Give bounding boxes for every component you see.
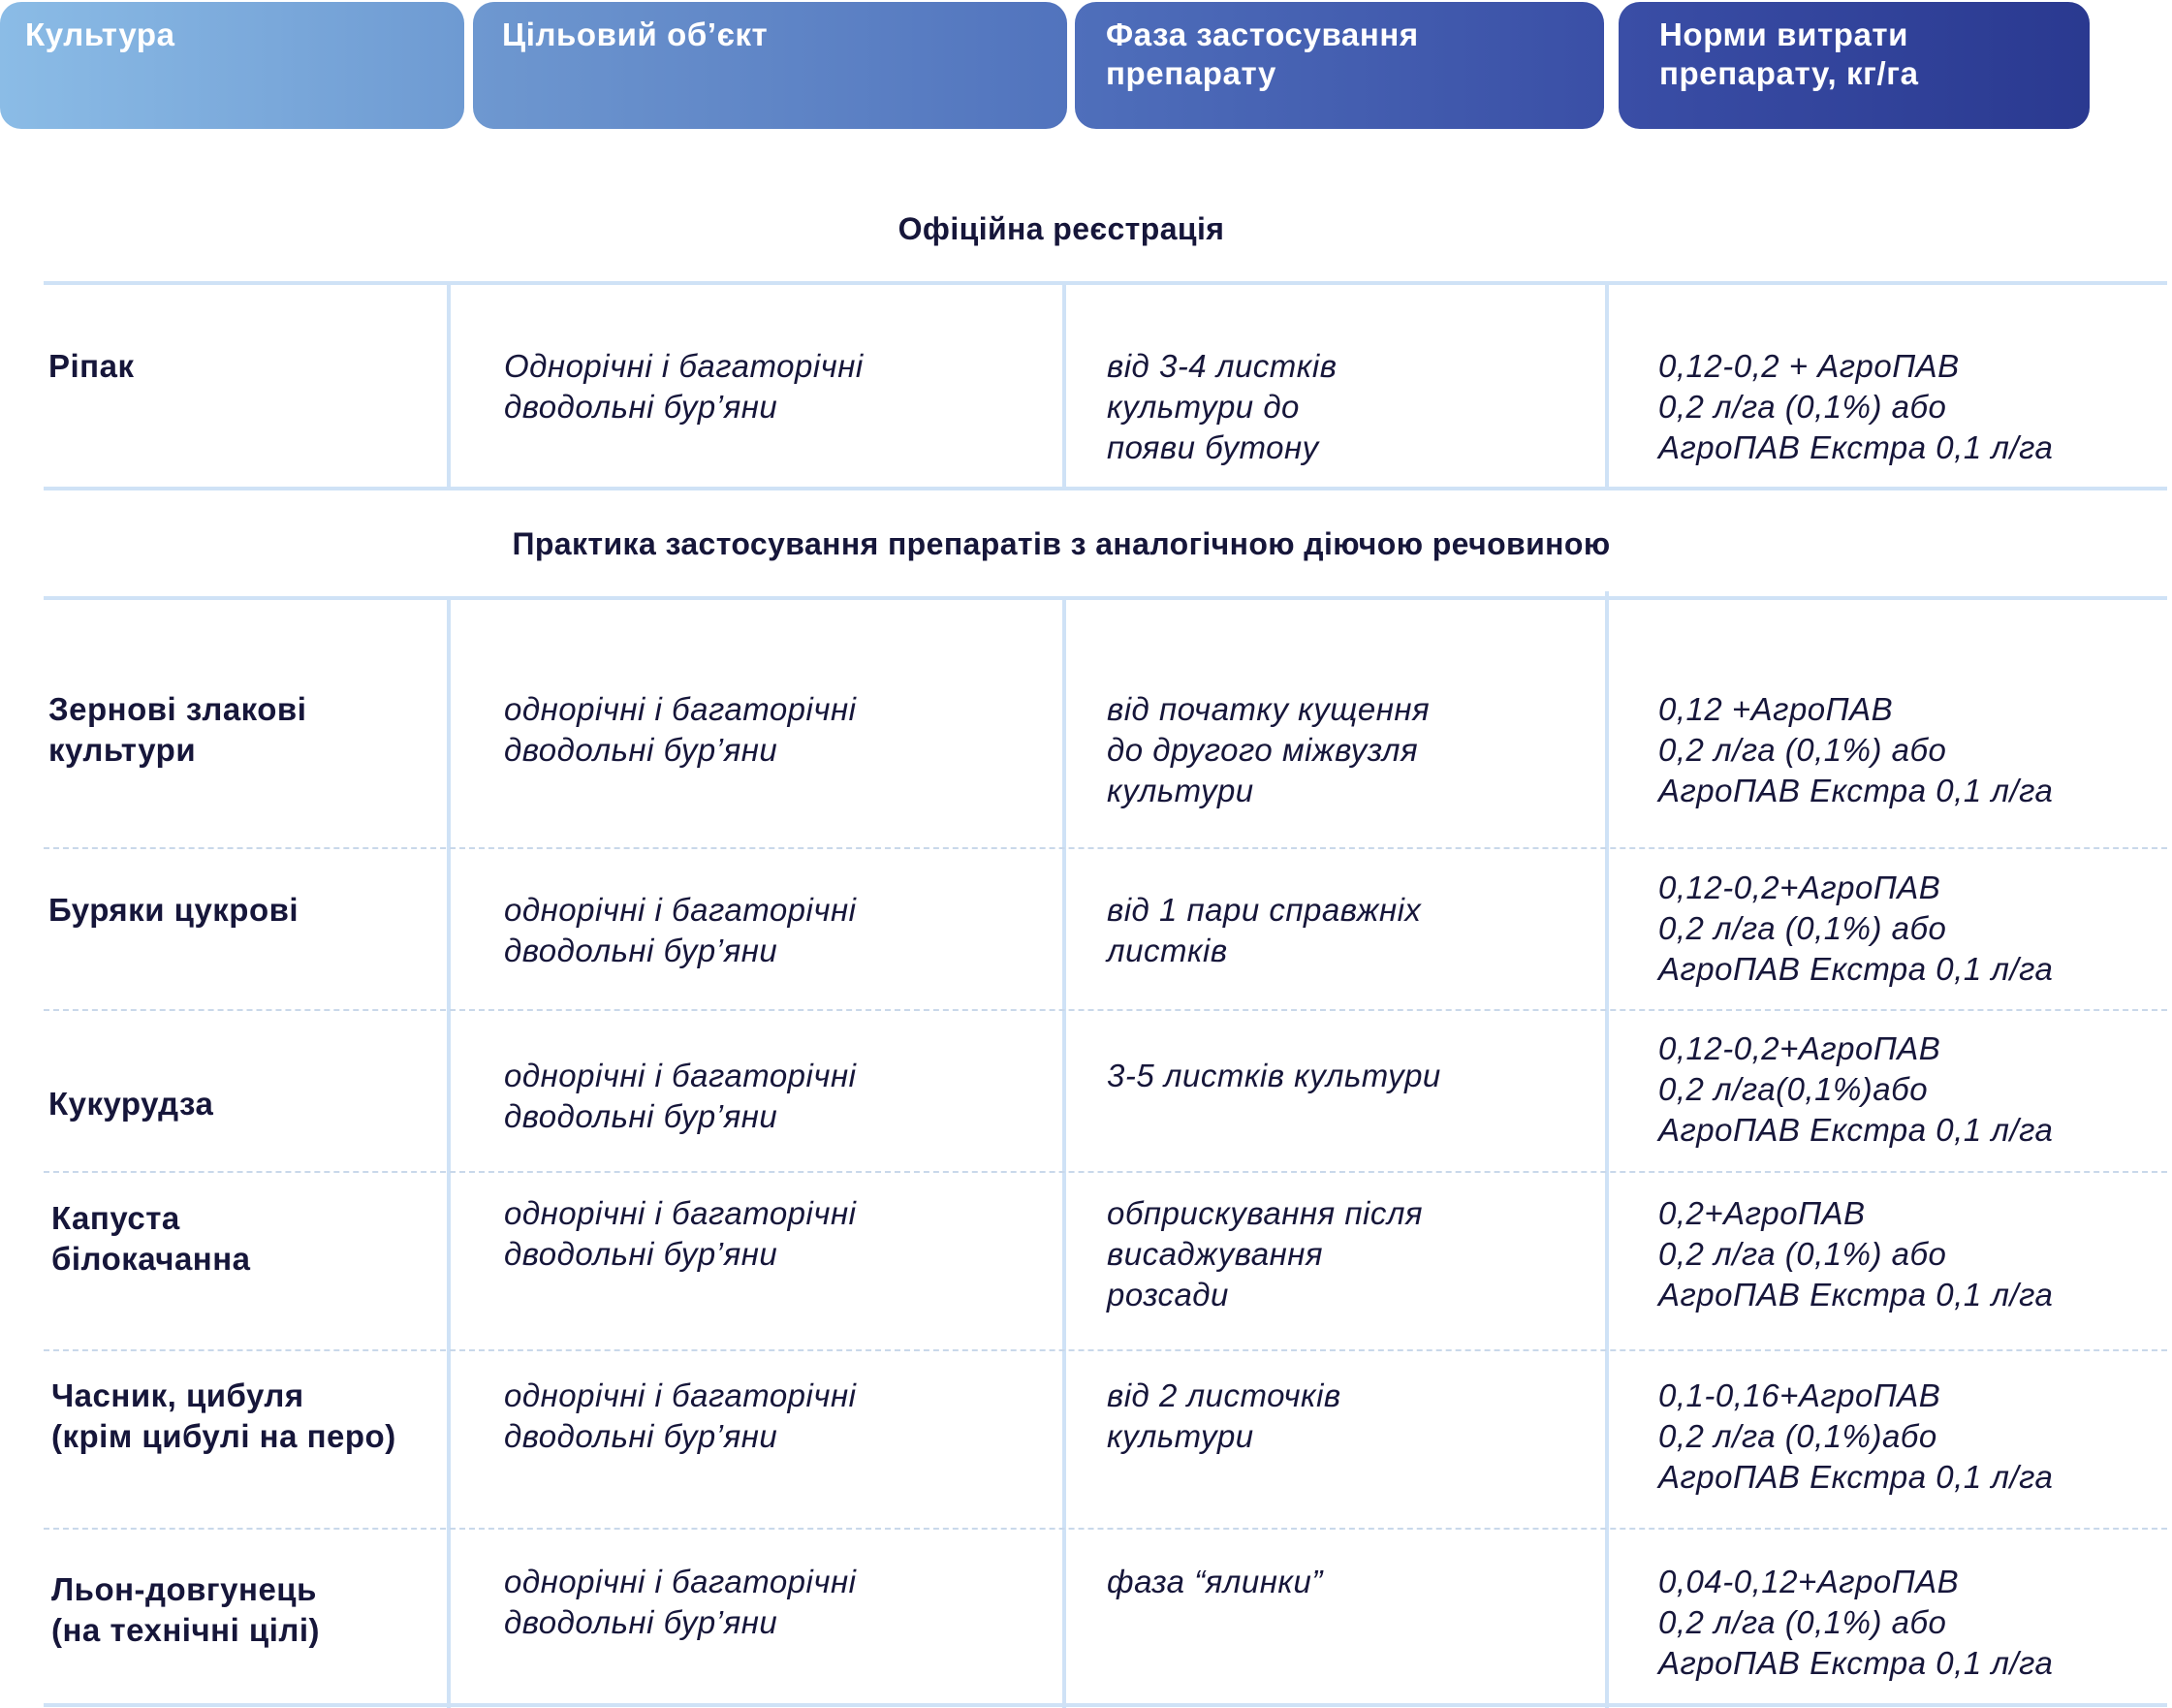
header-rate <box>1619 2 2090 129</box>
rate-cell <box>1658 346 2053 468</box>
phase-cell <box>1107 1562 1323 1602</box>
phase-cell <box>1107 1376 1341 1457</box>
crop-line: (крім цибулі на перо) <box>51 1418 396 1454</box>
phase-cell <box>1107 1193 1423 1315</box>
header-culture <box>0 2 464 129</box>
rate-line: 0,2 л/га (0,1%) або <box>1658 1604 1947 1640</box>
target-line: дводольні бур’яни <box>504 933 778 968</box>
crop-line: Льон-довгунець <box>51 1571 317 1607</box>
rate-line: АгроПАВ Екстра 0,1 л/га <box>1658 951 2054 987</box>
crop-line: Часник, цибуля <box>51 1377 304 1413</box>
phase-line: розсади <box>1107 1277 1229 1313</box>
phase-line: від початку кущення <box>1107 691 1431 727</box>
crop-line: Капуста <box>51 1200 180 1236</box>
rate-line: 0,12-0,2 + АгроПАВ <box>1658 348 1960 384</box>
target-line: дводольні бур’яни <box>504 1098 778 1134</box>
rate-cell <box>1658 689 2053 811</box>
row-separator <box>44 1009 2167 1011</box>
rate-line: 0,2 л/га (0,1%)або <box>1658 1418 1937 1454</box>
rate-line: 0,2 л/га(0,1%)або <box>1658 1071 1929 1107</box>
crop-cell <box>48 346 134 387</box>
crop-line: Зернові злакові <box>48 691 307 727</box>
target-cell <box>504 1056 856 1137</box>
row-rule <box>44 281 2167 285</box>
crop-line: культури <box>48 732 197 768</box>
header-culture-label: Культура <box>25 16 175 52</box>
row-separator <box>44 847 2167 849</box>
target-line: однорічні і багаторічні <box>504 691 857 727</box>
crop-cell <box>48 890 299 931</box>
section-practice-title: Практика застосування препаратів з аналогічною діючою речовиною <box>512 526 1611 561</box>
rate-line: АгроПАВ Екстра 0,1 л/га <box>1658 773 2054 808</box>
section-official-title: Офіційна реєстрація <box>897 211 1225 246</box>
rate-cell <box>1658 868 2053 990</box>
phase-line: від 1 пари справжніх <box>1107 892 1422 928</box>
crop-line: білокачанна <box>51 1241 251 1277</box>
phase-line: фаза “ялинки” <box>1107 1564 1323 1599</box>
column-divider <box>1605 591 1609 1708</box>
rate-line: 0,12-0,2+АгроПАВ <box>1658 870 1941 905</box>
rate-cell <box>1658 1376 2053 1498</box>
phase-cell <box>1107 890 1421 971</box>
phase-line: культури <box>1107 1418 1254 1454</box>
target-line: дводольні бур’яни <box>504 1418 778 1454</box>
target-line: однорічні і багаторічні <box>504 1195 857 1231</box>
target-line: однорічні і багаторічні <box>504 1564 857 1599</box>
crop-cell <box>48 689 306 771</box>
row-rule <box>44 1703 2167 1707</box>
phase-cell <box>1107 1056 1441 1096</box>
rate-cell <box>1658 1028 2053 1151</box>
row-rule <box>44 596 2167 600</box>
target-line: дводольні бур’яни <box>504 732 778 768</box>
target-cell <box>504 689 856 771</box>
rate-line: 0,2+АгроПАВ <box>1658 1195 1866 1231</box>
row-rule <box>44 487 2167 490</box>
phase-line: культури <box>1107 773 1254 808</box>
rate-line: 0,12-0,2+АгроПАВ <box>1658 1030 1941 1066</box>
target-line: дводольні бур’яни <box>504 389 778 425</box>
header-rate-label: Норми витрати препарату, кг/га <box>1659 16 1919 91</box>
crop-cell <box>51 1198 251 1280</box>
crop-line: (на технічні цілі) <box>51 1612 320 1648</box>
target-cell <box>504 890 856 971</box>
column-divider <box>1605 281 1609 489</box>
header-phase-label: Фаза застосування препарату <box>1106 16 1419 91</box>
header-phase <box>1075 2 1604 129</box>
row-separator <box>44 1528 2167 1530</box>
target-line: дводольні бур’яни <box>504 1604 778 1640</box>
rate-line: 0,12 +АгроПАВ <box>1658 691 1894 727</box>
rate-cell <box>1658 1562 2053 1684</box>
column-divider <box>447 281 451 489</box>
rate-cell <box>1658 1193 2053 1315</box>
phase-cell <box>1107 689 1430 811</box>
target-line: однорічні і багаторічні <box>504 1058 857 1093</box>
rate-line: 0,2 л/га (0,1%) або <box>1658 910 1947 946</box>
rate-line: АгроПАВ Екстра 0,1 л/га <box>1658 1112 2054 1148</box>
rate-line: АгроПАВ Екстра 0,1 л/га <box>1658 1277 2054 1313</box>
rate-line: 0,1-0,16+АгроПАВ <box>1658 1377 1941 1413</box>
rate-line: 0,2 л/га (0,1%) або <box>1658 1236 1947 1272</box>
crop-cell <box>51 1376 396 1457</box>
header-target-label: Цільовий об’єкт <box>502 16 769 52</box>
rate-line: АгроПАВ Екстра 0,1 л/га <box>1658 1459 2054 1495</box>
phase-line: 3-5 листків культури <box>1107 1058 1441 1093</box>
crop-line: Буряки цукрові <box>48 892 299 928</box>
phase-cell <box>1107 346 1337 468</box>
target-line: дводольні бур’яни <box>504 1236 778 1272</box>
rate-line: 0,2 л/га (0,1%) або <box>1658 732 1947 768</box>
target-cell <box>504 1193 856 1275</box>
column-divider <box>1062 596 1066 1708</box>
crop-cell <box>48 1084 213 1124</box>
crop-cell <box>51 1569 320 1651</box>
rate-line: 0,04-0,12+АгроПАВ <box>1658 1564 1960 1599</box>
header-target <box>473 2 1067 129</box>
phase-line: від 2 листочків <box>1107 1377 1341 1413</box>
target-cell <box>504 346 864 427</box>
phase-line: культури до <box>1107 389 1300 425</box>
phase-line: висаджування <box>1107 1236 1324 1272</box>
phase-line: обприскування після <box>1107 1195 1424 1231</box>
phase-line: до другого міжвузля <box>1107 732 1419 768</box>
rate-line: АгроПАВ Екстра 0,1 л/га <box>1658 429 2054 465</box>
column-divider <box>447 596 451 1708</box>
crop-line: Кукурудза <box>48 1086 214 1122</box>
target-line: однорічні і багаторічні <box>504 1377 857 1413</box>
row-separator <box>44 1171 2167 1173</box>
target-cell <box>504 1376 856 1457</box>
column-divider <box>1062 281 1066 489</box>
phase-line: появи бутону <box>1107 429 1319 465</box>
phase-line: від 3-4 листків <box>1107 348 1338 384</box>
row-separator <box>44 1349 2167 1351</box>
phase-line: листків <box>1107 933 1228 968</box>
target-cell <box>504 1562 856 1643</box>
rate-line: 0,2 л/га (0,1%) або <box>1658 389 1947 425</box>
target-line: Однорічні і багаторічні <box>504 348 864 384</box>
target-line: однорічні і багаторічні <box>504 892 857 928</box>
rate-line: АгроПАВ Екстра 0,1 л/га <box>1658 1645 2054 1681</box>
crop-line: Ріпак <box>48 348 135 384</box>
